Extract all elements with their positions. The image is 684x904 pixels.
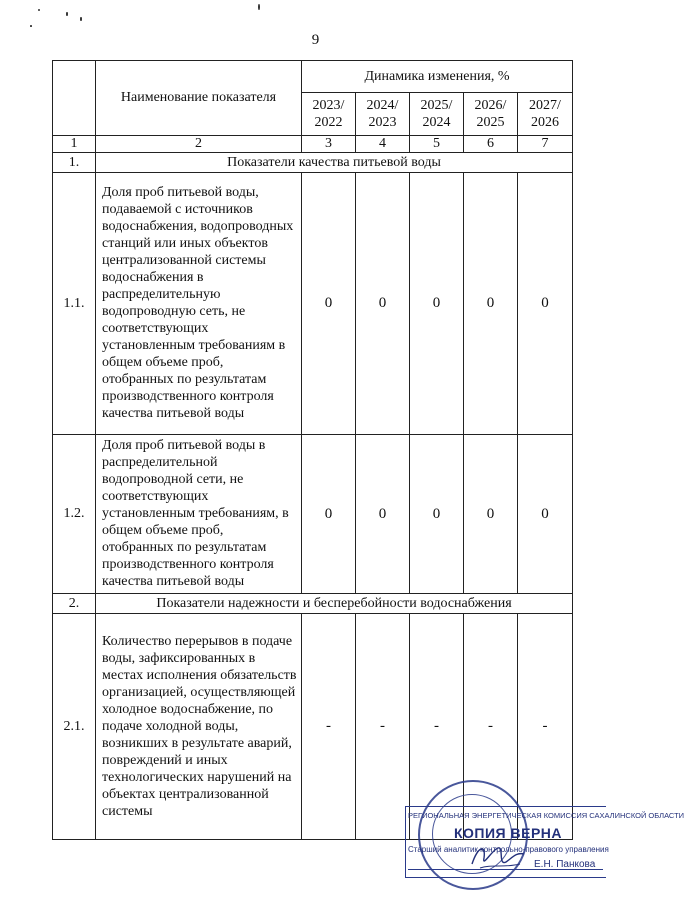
value-cell: 0 — [356, 435, 410, 594]
indicator-name: Доля проб питьевой воды, подаваемой с источников водоснабжения, водопроводных станций или иных объектов централизованной системы водоснабжения в распределительную водопроводную сеть, не соответствующих установленным требованиям в общем объеме проб, отобранных по результатам производственного контроля качества питьевой воды — [96, 173, 302, 435]
value-cell: 0 — [464, 173, 518, 435]
scan-speck — [258, 4, 260, 10]
scan-speck — [38, 9, 40, 11]
scan-speck — [30, 25, 32, 27]
header-year-4: 2026/ 2025 — [464, 93, 518, 136]
section-title: Показатели надежности и бесперебойности водоснабжения — [96, 594, 573, 614]
row-number: 2.1. — [53, 614, 96, 840]
stamp-name: Е.Н. Панкова — [534, 859, 596, 870]
page-number: 9 — [311, 32, 320, 48]
indicator-name: Количество перерывов в подаче воды, зафиксированных в местах исполнения обязательств организацией, осуществляющей холодное водоснабжение, по подаче холодной воды, возникших в результате аварий, повреждений и иных технологических нарушений на объектах централизованной системы — [96, 614, 302, 840]
value-cell: 0 — [410, 173, 464, 435]
stamp-copy-label: КОПИЯ ВЕРНА — [454, 825, 563, 841]
indicator-name: Доля проб питьевой воды в распределительной водопроводной сети, не соответствующих установленным требованиям, в общем объеме проб, отобранных по результатам производственного контроля качества питьевой воды — [96, 435, 302, 594]
section-title: Показатели качества питьевой воды — [96, 153, 573, 173]
header-year-2: 2024/ 2023 — [356, 93, 410, 136]
column-number: 1 — [53, 136, 96, 153]
stamp-organization: РЕГИОНАЛЬНАЯ ЭНЕРГЕТИЧЕСКАЯ КОМИССИЯ САХАЛИНСКОЙ ОБЛАСТИ — [408, 811, 684, 820]
indicators-table — [52, 60, 573, 840]
header-year-5: 2027/ 2026 — [518, 93, 573, 136]
scan-speck — [66, 12, 68, 16]
value-cell: 0 — [356, 173, 410, 435]
value-cell: 0 — [410, 435, 464, 594]
value-cell: 0 — [302, 435, 356, 594]
value-cell: - — [464, 614, 518, 840]
row-number: 1.1. — [53, 173, 96, 435]
column-number: 6 — [464, 136, 518, 153]
column-number: 4 — [356, 136, 410, 153]
value-cell: - — [410, 614, 464, 840]
value-cell: 0 — [518, 435, 573, 594]
column-number: 7 — [518, 136, 573, 153]
header-indicator-name: Наименование показателя — [96, 61, 302, 136]
header-year-1: 2023/ 2022 — [302, 93, 356, 136]
value-cell: 0 — [464, 435, 518, 594]
value-cell: - — [518, 614, 573, 840]
section-number: 1. — [53, 153, 96, 173]
value-cell: 0 — [302, 173, 356, 435]
header-dynamics: Динамика изменения, % — [302, 61, 573, 93]
column-number: 2 — [96, 136, 302, 153]
header-empty-cell — [53, 61, 96, 136]
column-number: 5 — [410, 136, 464, 153]
value-cell: - — [356, 614, 410, 840]
value-cell: 0 — [518, 173, 573, 435]
stamp-position: Старший аналитик контрольно-правового управления — [408, 845, 609, 854]
handwritten-signature — [468, 838, 528, 874]
header-year-3: 2025/ 2024 — [410, 93, 464, 136]
section-number: 2. — [53, 594, 96, 614]
row-number: 1.2. — [53, 435, 96, 594]
column-number: 3 — [302, 136, 356, 153]
scan-speck — [80, 17, 82, 21]
value-cell: - — [302, 614, 356, 840]
